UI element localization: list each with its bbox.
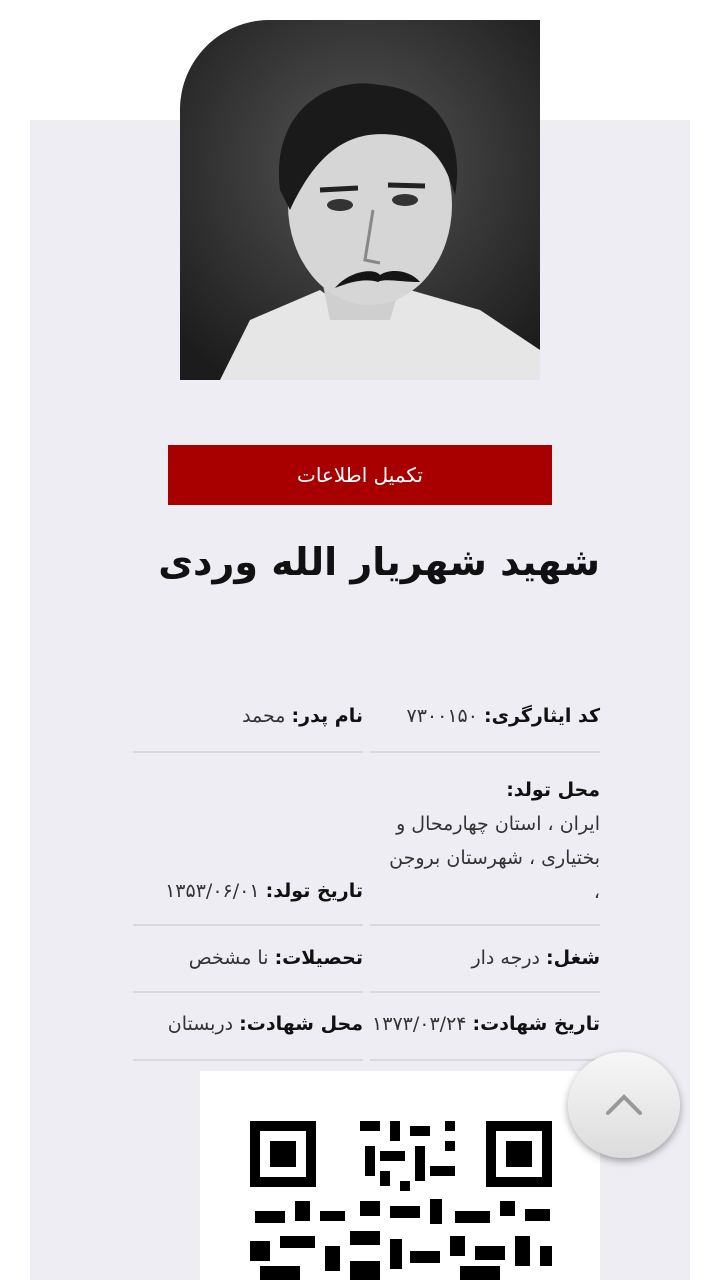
martyrdom-date-label: تاریخ شهادت: [472,1013,600,1035]
page-title: شهید شهریار الله وردی [158,540,600,584]
job-field [370,947,600,993]
birthdate-label: تاریخ تولد: [265,880,363,902]
job-value: درجه دار [471,947,540,969]
code-value: ۷۳۰۰۱۵۰ [406,705,478,727]
birthplace-label: محل تولد: [506,779,600,801]
birthplace-line-2: بختیاری ، شهرستان بروجن [389,847,600,869]
birthplace-line-3: ، [593,881,600,903]
birthdate-field [133,880,363,926]
code-field [370,705,600,753]
education-value: نا مشخص [188,947,269,969]
martyrdom-place-value: دربستان [167,1013,234,1035]
qr-code-icon [200,1071,600,1280]
martyr-photo [180,20,540,380]
chevron-up-icon [604,1093,644,1117]
father-value: محمد [242,705,286,727]
education-field [133,947,363,993]
birthdate-value: ۱۳۵۳/۰۶/۰۱ [165,880,260,902]
father-label: نام پدر: [291,705,363,727]
complete-info-button[interactable]: تکمیل اطلاعات [168,445,552,505]
birthplace-field [370,773,600,926]
martyrdom-date-field [370,1013,600,1061]
martyrdom-place-field [133,1013,363,1061]
education-label: تحصیلات: [274,947,363,969]
job-label: شغل: [546,947,600,969]
scroll-to-top-button[interactable] [568,1052,680,1158]
martyrdom-place-label: محل شهادت: [239,1013,363,1035]
martyrdom-date-value: ۱۳۷۳/۰۳/۲۴ [372,1013,467,1035]
code-label: کد ایثارگری: [484,705,600,727]
birthplace-line-1: ایران ، استان چهارمحال و [396,813,600,835]
father-field [133,705,363,753]
